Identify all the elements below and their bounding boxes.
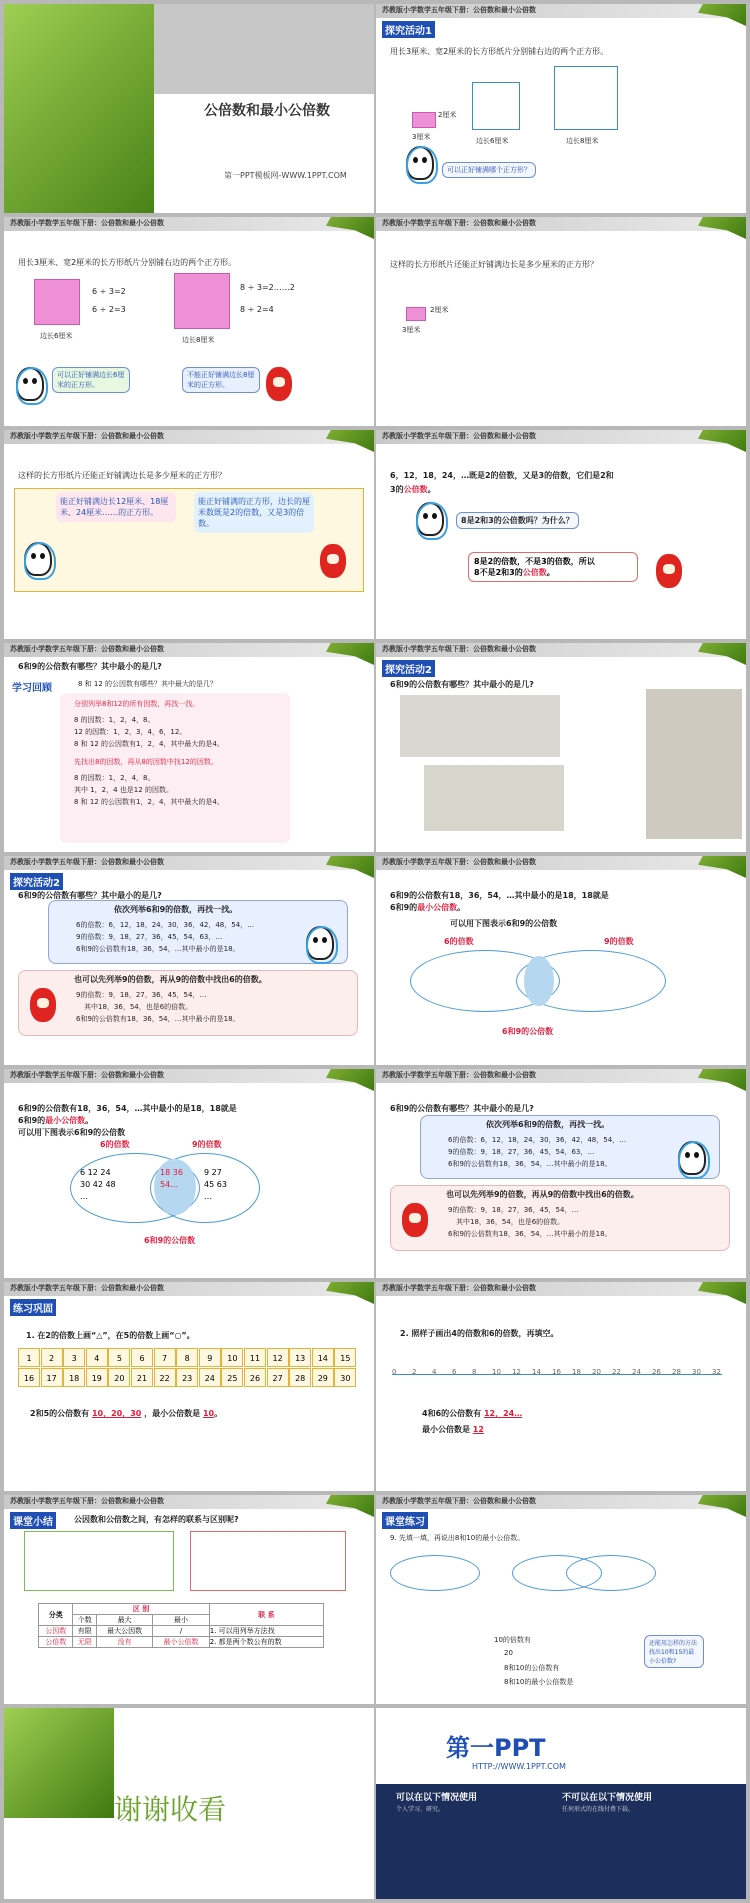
answer-c: ，最小公倍数是: [144, 1409, 201, 1418]
answer1-label: 4和6的公倍数有: [422, 1409, 482, 1418]
slide-header: [4, 430, 374, 444]
slide-number-line[interactable]: [376, 1282, 746, 1491]
review-l1: 分别列举8和12的所有因数，再找一找。: [74, 700, 200, 708]
slide-header: [4, 1069, 374, 1083]
grid-cell[interactable]: 25: [221, 1368, 243, 1387]
answer-line: [30, 1408, 222, 1419]
slide-thanks[interactable]: [4, 1708, 374, 1899]
slide-methods-recap[interactable]: [376, 1069, 746, 1278]
answer-line2: [474, 567, 632, 578]
review-l5: 先找出8的因数，再从8的因数中找12的因数。: [74, 758, 218, 766]
sub-question: 8 和 12 的公因数有哪些？其中最大的是几？: [78, 680, 218, 688]
diagram-caption: 可以用下图表示6和9的公倍数: [450, 919, 558, 928]
grid-cell[interactable]: 15: [334, 1348, 356, 1367]
tick-label: 2: [412, 1368, 417, 1376]
eq2a: 8 ÷ 3=2……2: [240, 283, 295, 292]
slide-header: [4, 1282, 374, 1296]
num: 12: [87, 1168, 98, 1177]
diagram-caption: 可以用下图表示6和9的公倍数: [18, 1128, 126, 1137]
term-common-multiple: 公倍数: [403, 485, 428, 494]
grid-cell[interactable]: 24: [199, 1368, 221, 1387]
grid-cell[interactable]: 4: [86, 1348, 108, 1367]
grid-cell[interactable]: 17: [41, 1368, 63, 1387]
grid-cell[interactable]: 12: [267, 1348, 289, 1367]
num: 48: [105, 1180, 116, 1189]
answer-right: 能正好铺满的正方形，边长的厘米数既是2的倍数，又是3的倍数。: [194, 492, 314, 533]
number-line-ticks: [392, 1368, 722, 1388]
slide-header: [376, 1282, 746, 1296]
header-text: 苏教版小学数学五年级下册：公倍数和最小公倍数: [382, 431, 536, 440]
venn-label-b: 9的倍数: [604, 937, 634, 946]
header-text: 苏教版小学数学五年级下册：公倍数和最小公倍数: [382, 1496, 536, 1505]
tick-label: 16: [552, 1368, 561, 1376]
set-common: [566, 1555, 656, 1591]
venn-right-numbers: [204, 1167, 254, 1203]
prompt-text: 用长3厘米、宽2厘米的长方形纸片分别铺右边的两个正方形。: [18, 258, 237, 267]
line2-a: 6和9的: [18, 1116, 46, 1125]
question: 6和9的公倍数有哪些？其中最小的是几?: [390, 1104, 534, 1113]
section-tag: 练习巩固: [10, 1299, 56, 1316]
m1-row2: 9的倍数：9，18，27，36，45，54，63，…: [76, 933, 223, 941]
review-l3: 12 的因数：1，2，3，4，6，12。: [74, 728, 187, 736]
header-text: 苏教版小学数学五年级下册：公倍数和最小公倍数: [382, 5, 536, 14]
can-item: 个人学习、研究。: [396, 1806, 445, 1813]
slide-review[interactable]: [4, 643, 374, 852]
photo-work-2: [424, 765, 564, 831]
review-l2: 8 的因数：1，2，4，8。: [74, 716, 155, 724]
m2-row3: 6和9的公倍数有18，36，54，…其中最小的是18。: [448, 1230, 612, 1238]
thanks-text: 谢谢收看: [114, 1793, 227, 1826]
paper-rect: [406, 307, 426, 321]
cell: 无限: [73, 1637, 97, 1648]
slide-credits[interactable]: [376, 1708, 746, 1899]
square-6: [472, 82, 520, 130]
lantern-mascot-icon: [266, 367, 292, 401]
header-class: 分类: [39, 1604, 73, 1626]
grid-cell[interactable]: 20: [108, 1368, 130, 1387]
slide-venn-filled[interactable]: [4, 1069, 374, 1278]
section-tag: 学习回顾: [12, 683, 52, 694]
header-text: 苏教版小学数学五年级下册：公倍数和最小公倍数: [10, 218, 164, 227]
grid-cell[interactable]: 26: [244, 1368, 266, 1387]
question: 6和9的公倍数有哪些？其中最小的是几?: [390, 680, 534, 689]
m1-row3: 6和9的公倍数有18，36，54，…其中最小的是18。: [76, 945, 240, 953]
prompt-text: 用长3厘米、宽2厘米的长方形纸片分别铺右边的两个正方形。: [390, 47, 609, 56]
summary-table: [38, 1603, 324, 1648]
cell: 2. 都是两个数公有的数: [209, 1637, 323, 1648]
num: 36: [172, 1168, 183, 1177]
cover-subtitle: 第一PPT模板网-WWW.1PPT.COM: [224, 171, 347, 180]
slide-header: [4, 1495, 374, 1509]
review-l6: 8 的因数：1，2，4，8。: [74, 774, 155, 782]
eq1a: 6 ÷ 3=2: [92, 287, 126, 296]
eq1b: 6 ÷ 2=3: [92, 305, 126, 314]
header-text: 苏教版小学数学五年级下册：公倍数和最小公倍数: [382, 1283, 536, 1292]
method2-title: 也可以先列举9的倍数，再从9的倍数中找出6的倍数。: [74, 975, 267, 984]
header-text: 苏教版小学数学五年级下册：公倍数和最小公倍数: [382, 644, 536, 653]
slide-student-work[interactable]: [376, 643, 746, 852]
brand-logo: 第一PPT: [446, 1734, 546, 1762]
num: 42: [92, 1180, 103, 1189]
prompt-text: 这样的长方形纸片还能正好铺满边长是多少厘米的正方形？: [390, 260, 598, 269]
num: …: [204, 1192, 212, 1201]
tick-label: 24: [632, 1368, 641, 1376]
grid-cell[interactable]: 11: [244, 1348, 266, 1367]
tick-label: 26: [652, 1368, 661, 1376]
question: 1. 在2的倍数上画“△”，在5的倍数上画“○”。: [26, 1331, 195, 1340]
m1-row1: 6的倍数：6，12，18，24，30，36，42，48，54，…: [76, 921, 255, 929]
slide-practice[interactable]: [4, 1282, 374, 1491]
venn-label-a: 6的倍数: [100, 1140, 130, 1149]
dim-width: 3厘米: [402, 326, 421, 334]
header-link: 联 系: [209, 1604, 323, 1626]
m2-row2: 其中18，36，54，也是6的倍数。: [84, 1003, 193, 1011]
m2-row2: 其中18，36，54，也是6的倍数。: [456, 1218, 565, 1226]
section-tag: 课堂练习: [382, 1512, 428, 1529]
cover-band: [154, 4, 374, 94]
grid-cell[interactable]: 5: [108, 1348, 130, 1367]
photo-work-1: [400, 695, 560, 757]
term-lcm: 最小公倍数: [417, 903, 458, 912]
section-tag: 探究活动1: [382, 21, 435, 38]
answer-common: 10，20，30: [91, 1409, 142, 1418]
slide-header: [4, 856, 374, 870]
line2-a: 3的: [390, 485, 404, 494]
tick-label: 20: [592, 1368, 601, 1376]
tick-label: 14: [532, 1368, 541, 1376]
slide-header: [376, 1495, 746, 1509]
method1-title: 依次列举6和9的倍数，再找一找。: [114, 905, 238, 914]
m1-row3: 6和9的公倍数有18，36，54，…其中最小的是18。: [448, 1160, 612, 1168]
question: 2. 照样子画出4的倍数和6的倍数，再填空。: [400, 1329, 559, 1338]
prompt-text: 这样的长方形纸片还能正好铺满边长是多少厘米的正方形？: [18, 471, 226, 480]
m2-row1: 9的倍数：9，18，27，36，45，54，…: [448, 1206, 579, 1214]
col-count: 个数: [73, 1615, 97, 1626]
venn-left-numbers: [80, 1167, 144, 1203]
cell: 最小公倍数: [153, 1637, 209, 1648]
answer-line2: [422, 1424, 484, 1435]
grid-cell[interactable]: 23: [176, 1368, 198, 1387]
answer-line1: 8是2的倍数，不是3的倍数，所以: [474, 557, 595, 566]
brand-url: HTTP://WWW.1PPT.COM: [472, 1762, 566, 1771]
label-6: 边长6厘米: [40, 332, 73, 340]
summary-panel-left: [24, 1531, 174, 1591]
line1: 6和9的公倍数有18，36，54，…其中最小的是18，18就是: [390, 891, 609, 900]
header-diff: 区 别: [73, 1604, 209, 1615]
line1: 6，12，18，24，…既是2的倍数，又是3的倍数，它们是2和: [390, 471, 614, 480]
dim-height: 2厘米: [438, 111, 457, 119]
panda-mascot-icon: [16, 367, 44, 401]
answer-left: 能正好铺满边长12厘米、18厘米、24厘米……的正方形。: [56, 492, 176, 522]
line2: [390, 484, 436, 495]
cannot-item: 任何形式的在线付费下载。: [562, 1806, 635, 1813]
header-text: 苏教版小学数学五年级下册：公倍数和最小公倍数: [382, 1070, 536, 1079]
m2-row3: 6和9的公倍数有18，36，54，…其中最小的是18。: [76, 1015, 240, 1023]
answer-line2-c: 。: [546, 568, 555, 577]
leaf-graphic: [4, 1708, 114, 1818]
grid-cell[interactable]: 10: [221, 1348, 243, 1367]
num: 54…: [160, 1180, 179, 1189]
grid-cell[interactable]: 1: [18, 1348, 40, 1367]
m1-row2: 9的倍数：9，18，27，36，45，54，63，…: [448, 1148, 595, 1156]
line2-c: 。: [457, 903, 466, 912]
tick-label: 8: [472, 1368, 477, 1376]
tick-label: 22: [612, 1368, 621, 1376]
slide-tiling[interactable]: [4, 217, 374, 426]
grid-cell[interactable]: 14: [312, 1348, 334, 1367]
tiled-square-8: [174, 273, 230, 329]
slide-activity2[interactable]: [4, 856, 374, 1065]
question-bubble: 可以正好铺满哪个正方形？: [442, 162, 536, 178]
num: 24: [100, 1168, 111, 1177]
can-title: 可以在以下情况使用: [396, 1793, 478, 1803]
slide-header: [376, 1069, 746, 1083]
panda-mascot-icon: [406, 146, 434, 180]
grid-cell[interactable]: 22: [154, 1368, 176, 1387]
answer-bubble-1: 可以正好铺满边长6厘米的正方形。: [52, 367, 130, 393]
grid-cell[interactable]: 2: [41, 1348, 63, 1367]
line1: 6和9的公倍数有18，36，54，…其中最小的是18，18就是: [18, 1104, 237, 1113]
grid-cell[interactable]: 3: [63, 1348, 85, 1367]
slide-summary[interactable]: [4, 1495, 374, 1704]
answer-term: 公倍数: [522, 568, 547, 577]
fill-3: 8和10的公倍数有: [504, 1664, 560, 1672]
photo-work-3: [646, 689, 742, 839]
grid-cell[interactable]: 30: [334, 1368, 356, 1387]
grid-cell[interactable]: 6: [131, 1348, 153, 1367]
hint-bubble: 还能用怎样的方法找出10和15的最小公倍数?: [644, 1635, 704, 1668]
row-lcm: 公倍数: [39, 1637, 73, 1648]
panda-mascot-icon: [306, 926, 334, 960]
grid-cell[interactable]: 19: [86, 1368, 108, 1387]
num: 45: [204, 1180, 215, 1189]
label-8: 边长8厘米: [182, 336, 215, 344]
slide-header: [376, 4, 746, 18]
review-l8: 8 和 12 的公因数有1，2，4，其中最大的是4。: [74, 798, 224, 806]
tick-label: 32: [712, 1368, 721, 1376]
tiled-square-6: [34, 279, 80, 325]
eq2b: 8 ÷ 2=4: [240, 305, 274, 314]
header-text: 苏教版小学数学五年级下册：公倍数和最小公倍数: [10, 857, 164, 866]
question: 6和9的公倍数有哪些？其中最小的是几?: [18, 891, 162, 900]
method1-title: 依次列举6和9的倍数，再找一找。: [486, 1120, 610, 1129]
slide-common-multiple[interactable]: [376, 430, 746, 639]
grid-cell[interactable]: 8: [176, 1348, 198, 1367]
slide-header: [4, 217, 374, 231]
venn-label-a: 6的倍数: [444, 937, 474, 946]
num: 9: [204, 1168, 210, 1177]
slide-lcm-def[interactable]: [376, 856, 746, 1065]
panda-mascot-icon: [678, 1141, 706, 1175]
num: 6: [80, 1168, 86, 1177]
header-text: 苏教版小学数学五年级下册：公倍数和最小公倍数: [382, 857, 536, 866]
venn-label-common: 6和9的公倍数: [144, 1236, 196, 1245]
venn-label-common: 6和9的公倍数: [502, 1027, 554, 1036]
cell: 有限: [73, 1626, 97, 1637]
set-8: [390, 1555, 480, 1591]
fill-4: 8和10的最小公倍数是: [504, 1678, 574, 1686]
tick-label: 10: [492, 1368, 501, 1376]
question: 6和9的公倍数有哪些？其中最小的是几?: [18, 662, 162, 671]
header-text: 苏教版小学数学五年级下册：公倍数和最小公倍数: [10, 1496, 164, 1505]
m1-row1: 6的倍数：6，12，18，24，30，36，42，48，54，…: [448, 1136, 627, 1144]
answer-e: 。: [214, 1409, 223, 1418]
cell: 没有: [96, 1637, 152, 1648]
grid-cell[interactable]: 27: [267, 1368, 289, 1387]
cell: /: [153, 1626, 209, 1637]
question: 9. 先填一填，再说出8和10的最小公倍数。: [390, 1534, 525, 1542]
slide-activity1[interactable]: [376, 4, 746, 213]
answer2-value: 12: [472, 1425, 484, 1434]
answer2-label: 最小公倍数是: [422, 1425, 470, 1434]
cell: 1. 可以用列举方法找: [209, 1626, 323, 1637]
header-text: 苏教版小学数学五年级下册：公倍数和最小公倍数: [10, 1070, 164, 1079]
venn-middle-numbers: [160, 1167, 196, 1191]
review-l4: 8 和 12 的公因数有1，2，4，其中最大的是4。: [74, 740, 224, 748]
row-gcd: 公因数: [39, 1626, 73, 1637]
grid-cell[interactable]: 7: [154, 1348, 176, 1367]
num: 30: [80, 1180, 91, 1189]
question-bubble: 8是2和3的公倍数吗？为什么？: [456, 512, 579, 529]
answer-line2-a: 8不是2和3的: [474, 568, 523, 577]
tick-label: 12: [512, 1368, 521, 1376]
grid-cell[interactable]: 18: [63, 1368, 85, 1387]
venn-label-b: 9的倍数: [192, 1140, 222, 1149]
fill-2: 20: [504, 1649, 513, 1657]
review-l7: 其中 1，2，4 也是12 的因数。: [74, 786, 173, 794]
m2-row1: 9的倍数：9，18，27，36，45，54，…: [76, 991, 207, 999]
answer1-value: 12，24…: [483, 1409, 523, 1418]
grid-cell[interactable]: 21: [131, 1368, 153, 1387]
summary-panel-right: [190, 1531, 346, 1591]
grid-cell[interactable]: 16: [18, 1368, 40, 1387]
tick-label: 18: [572, 1368, 581, 1376]
slide-header: [376, 217, 746, 231]
line2-a: 6和9的: [390, 903, 418, 912]
dim-height: 2厘米: [430, 306, 449, 314]
header-text: 苏教版小学数学五年级下册：公倍数和最小公倍数: [10, 1283, 164, 1292]
lantern-mascot-icon: [30, 988, 56, 1022]
header-text: 苏教版小学数学五年级下册：公倍数和最小公倍数: [10, 644, 164, 653]
line2-c: 。: [85, 1116, 94, 1125]
grid-cell[interactable]: 9: [199, 1348, 221, 1367]
col-max: 最大: [96, 1615, 152, 1626]
answer-bubble: [468, 552, 638, 582]
section-tag: 课堂小结: [10, 1512, 56, 1529]
answer-bubble-2: 不能正好铺满边长8厘米的正方形。: [182, 367, 260, 393]
lantern-mascot-icon: [656, 554, 682, 588]
square-8: [554, 66, 618, 130]
square-8-label: 边长8厘米: [566, 137, 599, 145]
dim-width: 3厘米: [412, 133, 431, 141]
cover-title: 公倍数和最小公倍数: [204, 103, 330, 119]
num: 18: [160, 1168, 171, 1177]
header-text: 苏教版小学数学五年级下册：公倍数和最小公倍数: [10, 431, 164, 440]
slide-answers[interactable]: [4, 430, 374, 639]
section-tag: 探究活动2: [10, 873, 63, 890]
tick-label: 0: [392, 1368, 397, 1376]
lantern-mascot-icon: [402, 1203, 428, 1237]
col-min: 最小: [153, 1615, 209, 1626]
cannot-title: 不可以在以下情况使用: [562, 1793, 653, 1803]
panda-mascot-icon: [24, 542, 52, 576]
grid-cell[interactable]: 29: [312, 1368, 334, 1387]
venn-overlap: [524, 956, 554, 1006]
header-text: 苏教版小学数学五年级下册：公倍数和最小公倍数: [382, 218, 536, 227]
slide-cover[interactable]: [4, 4, 374, 213]
slide-question[interactable]: [376, 217, 746, 426]
answer-lcm: 10: [202, 1409, 215, 1418]
tick-label: 6: [452, 1368, 457, 1376]
tick-label: 28: [672, 1368, 681, 1376]
term-lcm: 最小公倍数: [45, 1116, 86, 1125]
slide-exercise[interactable]: [376, 1495, 746, 1704]
line2: [18, 1115, 93, 1126]
num: …: [80, 1192, 88, 1201]
tick-label: 4: [432, 1368, 437, 1376]
number-grid: [18, 1348, 358, 1388]
tick-label: 30: [692, 1368, 701, 1376]
method2-title: 也可以先列举9的倍数，再从9的倍数中找出6的倍数。: [446, 1190, 639, 1199]
line2: [390, 902, 465, 913]
slide-header: [4, 643, 374, 657]
grid-cell[interactable]: 13: [289, 1348, 311, 1367]
fill-1: 10的倍数有: [494, 1636, 531, 1644]
section-tag: 探究活动2: [382, 660, 435, 677]
slide-header: [376, 430, 746, 444]
cell: 最大公因数: [96, 1626, 152, 1637]
lantern-mascot-icon: [320, 544, 346, 578]
panda-mascot-icon: [416, 502, 444, 536]
slide-header: [376, 856, 746, 870]
paper-rect: [412, 112, 436, 128]
grid-cell[interactable]: 28: [289, 1368, 311, 1387]
num: 63: [216, 1180, 227, 1189]
line2-c: 。: [427, 485, 436, 494]
num: 27: [211, 1168, 222, 1177]
answer-line1: [422, 1408, 522, 1419]
square-6-label: 边长6厘米: [476, 137, 509, 145]
answer-a: 2和5的公倍数有: [30, 1409, 90, 1418]
question: 公因数和公倍数之间，有怎样的联系与区别呢?: [74, 1515, 239, 1524]
slide-header: [376, 643, 746, 657]
